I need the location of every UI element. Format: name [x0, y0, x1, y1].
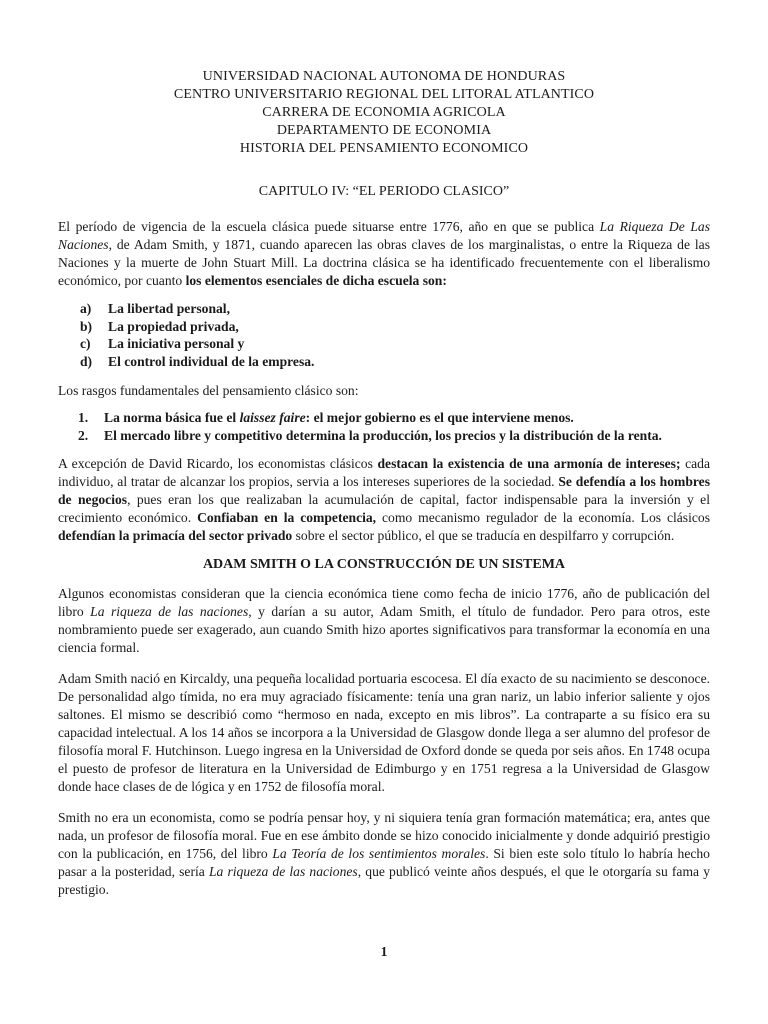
text-run: sobre el sector público, el que se traducía en despilfarro y corrupción.	[292, 528, 675, 543]
paragraph-intro	[58, 218, 710, 290]
text-run: , y darían a su autor, Adam Smith, el título de fundador. Pero para otros, este nombramiento puede ser exagerado, aun cuando Smith hizo aportes significativos para transformar la economía en una ciencia formal.	[58, 604, 710, 655]
list-item-text: La libertad personal,	[108, 301, 230, 316]
list-item	[78, 427, 710, 445]
text-run: , de Adam Smith, y 1871, cuando aparecen las obras claves de los marginalistas, o entre la Riqueza de las Naciones y la muerte de John Stuart Mill. La doctrina clásica se ha identificado frecuentemente con el liberalismo económico, por cuanto	[58, 237, 710, 288]
bold-text: defendían la primacía del sector privado	[58, 528, 293, 543]
list-item	[80, 335, 710, 353]
text-run: . Si bien este solo título lo habría hecho pasar a la posteridad, sería	[58, 846, 710, 879]
book-title: La riqueza de las naciones	[208, 864, 358, 879]
paragraph-traits-intro: Los rasgos fundamentales del pensamiento clásico son:	[58, 383, 359, 398]
bold-text: destacan la existencia de una armonía de intereses;	[377, 456, 681, 471]
italic-term: laissez faire	[239, 410, 306, 425]
elements-list	[58, 300, 710, 370]
book-title: La Riqueza De Las Naciones	[58, 219, 710, 252]
list-marker: 1.	[78, 410, 89, 425]
text-run: cada individuo, al tratar de alcanzar los propios, servia a los intereses superiores de la sociedad.	[58, 456, 711, 489]
list-item-text: La propiedad privada,	[108, 318, 239, 334]
header-department: DEPARTAMENTO DE ECONOMIA	[276, 123, 492, 138]
bold-text: Se defendía a los hombres de negocios	[58, 474, 710, 507]
paragraph-biography: Adam Smith nació en Kircaldy, una pequeña localidad portuaria escocesa. El día exacto de su nacimiento se desconoce. De personalidad algo tímida, no era muy agraciado físicamente: tenía una gran nariz, un labio inferior saliente y ojos saltones. El mismo se describió como “hermoso en nada, excepto en mis libros”. La contraparte a su físico era su capacidad intelectual. A los 14 años se incorpora a la Universidad de Glasgow donde llega a ser alumno del profesor de filosofía moral F. Hutchinson. Luego ingresa en la Universidad de Oxford donde se queda por seis años. En 1748 ocupa el puesto de profesor de literatura en la Universidad de Edimburgo y en 1751 regresa a la Universidad de Glasgow donde hace clases de de lógica y en 1752 de filosofía moral.	[58, 671, 710, 794]
text-run: A excepción de David Ricardo, los economistas clásicos	[58, 456, 378, 471]
text-run: Algunos economistas consideran que la ciencia económica tiene como fecha de inicio 1776, año de publicación del libro	[58, 586, 710, 619]
header-career: CARRERA DE ECONOMIA AGRICOLA	[262, 105, 506, 120]
header-course: HISTORIA DEL PENSAMIENTO ECONOMICO	[239, 141, 529, 156]
list-item	[80, 353, 710, 371]
list-item	[80, 300, 710, 318]
document-header	[58, 68, 710, 158]
header-university: UNIVERSIDAD NACIONAL AUTONOMA DE HONDURAS	[202, 69, 566, 84]
header-center: CENTRO UNIVERSITARIO REGIONAL DEL LITORAL ATLANTICO	[173, 87, 595, 102]
bold-text: Confiaban en la competencia,	[197, 510, 377, 525]
traits-list	[58, 409, 710, 444]
paragraph-origin	[58, 585, 710, 657]
list-marker: b)	[80, 318, 93, 334]
list-marker: d)	[80, 353, 93, 369]
list-item-text: El mercado libre y competitivo determina la producción, los precios y la distribución de la renta.	[104, 427, 662, 443]
book-title: La Teoría de los sentimientos morales	[272, 846, 486, 861]
paragraph-philosophy	[58, 809, 710, 899]
chapter-title: CAPITULO IV: “EL PERIODO CLASICO”	[258, 184, 510, 199]
list-item	[80, 318, 710, 336]
paragraph-harmony	[58, 455, 710, 545]
bold-text: los elementos esenciales de dicha escuela son:	[185, 273, 447, 288]
page-number: 1	[380, 944, 388, 959]
text-run: , que publicó veinte años después, el que le otorgaría su fama y prestigio.	[58, 864, 711, 897]
list-item-text: El control individual de la empresa.	[108, 353, 315, 369]
list-marker: a)	[80, 301, 92, 316]
text-run: El período de vigencia de la escuela clásica puede situarse entre 1776, año en que se publica	[58, 219, 600, 234]
list-marker: 2.	[78, 427, 89, 443]
text-run: La norma básica fue el	[104, 410, 240, 425]
text-run: , pues eran los que realizaban la acumulación de capital, factor indispensable para la inversión y el crecimiento económico.	[58, 492, 710, 525]
text-run: como mecanismo regulador de la economía. Los clásicos	[376, 510, 710, 525]
list-item-text: La iniciativa personal y	[108, 336, 245, 351]
text-run: Smith no era un economista, como se podría pensar hoy, y ni siquiera tenía gran formación matemática; era, antes que nada, un profesor de filosofía moral. Fue en ese ámbito donde se hizo conocido inicialmente y donde adquirió prestigio con la publicación, en 1756, del libro	[58, 810, 710, 861]
text-run: : el mejor gobierno es el que interviene menos.	[305, 410, 574, 425]
list-marker: c)	[80, 336, 91, 351]
list-item	[78, 409, 710, 427]
book-title: La riqueza de las naciones	[90, 604, 249, 619]
section-title: ADAM SMITH O LA CONSTRUCCIÓN DE UN SISTEMA	[202, 557, 566, 572]
